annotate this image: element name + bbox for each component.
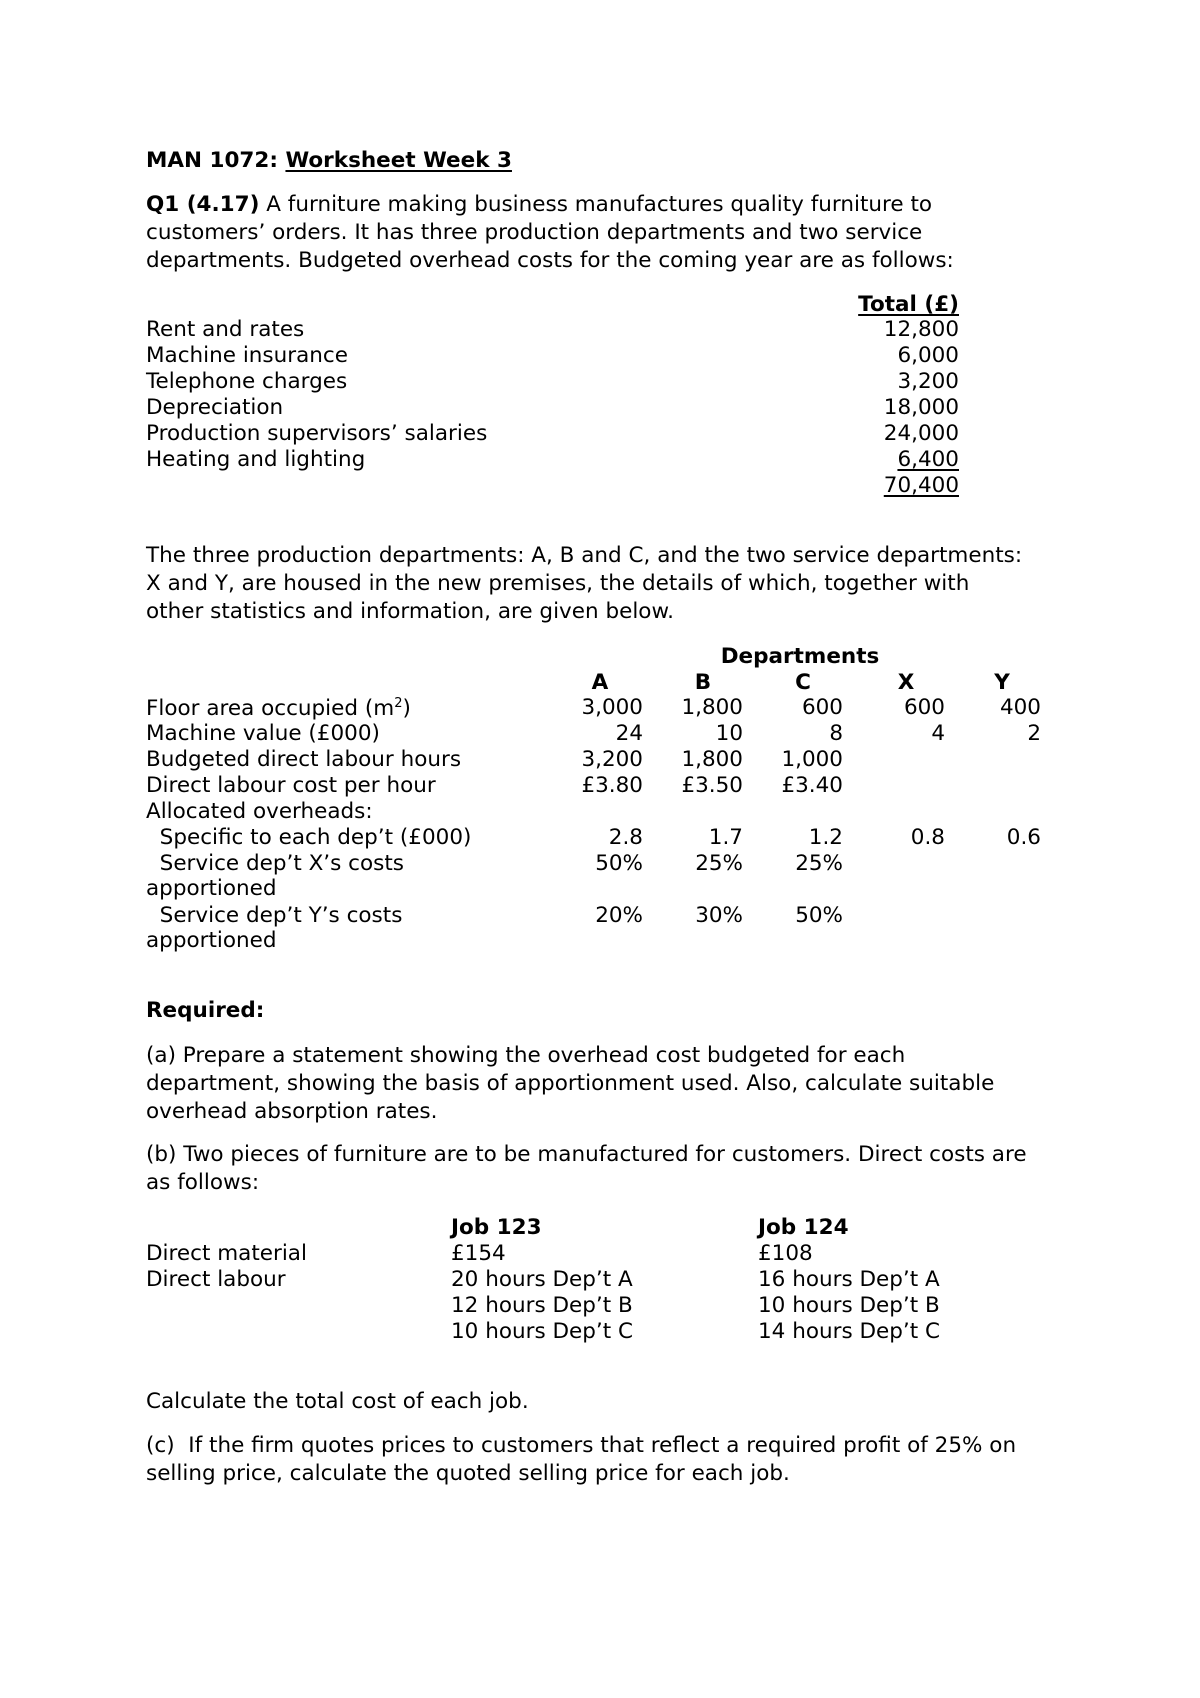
service-x-label-cont: apportioned [146, 876, 277, 901]
table-cell: 20% [595, 903, 643, 928]
service-x-label: Service dep’t X’s costs [146, 851, 404, 876]
part-c-line2: selling price, calculate the quoted selling price for each job. [146, 1461, 790, 1486]
para2-line3: other statistics and information, are given below. [146, 599, 674, 624]
table-cell: 1.2 [808, 825, 843, 850]
table-cell: 400 [999, 695, 1041, 720]
direct-labour-label: Direct labour [146, 1267, 286, 1292]
q1-intro-line1: Q1 (4.17) A furniture making business manufactures quality furniture to [146, 192, 933, 217]
table-cell: 1,800 [681, 695, 743, 720]
table-cell: £108 [758, 1241, 813, 1266]
part-a-line2: department, showing the basis of apportionment used. Also, calculate suitable [146, 1071, 995, 1096]
labour-cost-label: Direct labour cost per hour [146, 773, 436, 798]
overhead-value: 18,000 [883, 395, 959, 420]
table-cell: 0.6 [1006, 825, 1041, 850]
required-heading: Required: [146, 998, 265, 1023]
service-y-label: Service dep’t Y’s costs [146, 903, 403, 928]
para2-line2: X and Y, are housed in the new premises, the details of which, together with [146, 571, 970, 596]
table-cell: 50% [595, 851, 643, 876]
table-cell: 4 [931, 721, 945, 746]
table-cell: 600 [903, 695, 945, 720]
table-cell: 25% [795, 851, 843, 876]
direct-material-label: Direct material [146, 1241, 307, 1266]
course-code: MAN 1072: [146, 148, 278, 173]
overheads-grand-total: 70,400 [883, 473, 959, 498]
table-cell: 2.8 [608, 825, 643, 850]
table-cell: 10 hours Dep’t C [451, 1319, 634, 1344]
table-cell: 0.8 [910, 825, 945, 850]
dept-col-header: X [897, 670, 915, 695]
overhead-value: 12,800 [883, 317, 959, 342]
table-cell: 1.7 [708, 825, 743, 850]
job-header: Job 123 [451, 1215, 542, 1240]
worksheet-subtitle: Worksheet Week 3 [285, 148, 512, 173]
job-header: Job 124 [758, 1215, 849, 1240]
table-cell: 30% [695, 903, 743, 928]
overhead-value: 24,000 [883, 421, 959, 446]
overhead-label: Telephone charges [146, 369, 348, 394]
overhead-value: 3,200 [897, 369, 959, 394]
dept-col-header: C [795, 670, 811, 695]
table-cell: 2 [1027, 721, 1041, 746]
q1-intro-line2: customers’ orders. It has three production departments and two service [146, 220, 923, 245]
table-cell: 1,800 [681, 747, 743, 772]
table-cell: 25% [695, 851, 743, 876]
para2-line1: The three production departments: A, B and C, and the two service departments: [146, 543, 1023, 568]
table-cell: 12 hours Dep’t B [451, 1293, 633, 1318]
overhead-label: Heating and lighting [146, 447, 366, 472]
part-b-line2: as follows: [146, 1170, 260, 1195]
table-cell: 600 [801, 695, 843, 720]
q1-intro-line3: departments. Budgeted overhead costs for the coming year are as follows: [146, 248, 954, 273]
table-cell: £3.50 [681, 773, 743, 798]
dept-col-header: A [591, 670, 609, 695]
labour-hours-label: Budgeted direct labour hours [146, 747, 462, 772]
part-b-line1: (b) Two pieces of furniture are to be manufactured for customers. Direct costs are [146, 1142, 1027, 1167]
overhead-label: Rent and rates [146, 317, 305, 342]
table-cell: 1,000 [781, 747, 843, 772]
table-cell: £3.80 [581, 773, 643, 798]
table-cell: 8 [829, 721, 843, 746]
part-a-line1: (a) Prepare a statement showing the overhead cost budgeted for each [146, 1043, 906, 1068]
table-cell: £3.40 [781, 773, 843, 798]
overhead-label: Production supervisors’ salaries [146, 421, 488, 446]
table-cell: 16 hours Dep’t A [758, 1267, 940, 1292]
question-number: Q1 (4.17) [146, 192, 260, 217]
table-cell: 3,000 [581, 695, 643, 720]
allocated-overheads-label: Allocated overheads: [146, 799, 373, 824]
table-cell: 20 hours Dep’t A [451, 1267, 633, 1292]
dept-col-header: B [694, 670, 712, 695]
page-title [146, 150, 512, 172]
machine-value-label: Machine value (£000) [146, 721, 380, 746]
table-cell: 50% [795, 903, 843, 928]
part-a-line3: overhead absorption rates. [146, 1099, 438, 1124]
overhead-label: Machine insurance [146, 343, 348, 368]
table-cell: 10 hours Dep’t B [758, 1293, 940, 1318]
departments-title: Departments [720, 644, 880, 669]
table-cell: 10 [715, 721, 743, 746]
table-cell: 3,200 [581, 747, 643, 772]
calculate-instruction: Calculate the total cost of each job. [146, 1389, 529, 1414]
table-cell: £154 [451, 1241, 506, 1266]
part-c-line1: (c) If the firm quotes prices to customers that reflect a required profit of 25% on [146, 1433, 1017, 1458]
dept-col-header: Y [994, 670, 1010, 695]
specific-label: Specific to each dep’t (£000) [146, 825, 472, 850]
floor-area-label: Floor area occupied $(m^2)$ [146, 696, 411, 722]
table-cell: 14 hours Dep’t C [758, 1319, 941, 1344]
overheads-total-header: Total (£) [858, 292, 959, 317]
service-y-label-cont: apportioned [146, 928, 277, 953]
overhead-value: 6,000 [897, 343, 959, 368]
table-cell: 24 [615, 721, 643, 746]
overhead-label: Depreciation [146, 395, 284, 420]
overhead-value: 6,400 [897, 447, 959, 472]
